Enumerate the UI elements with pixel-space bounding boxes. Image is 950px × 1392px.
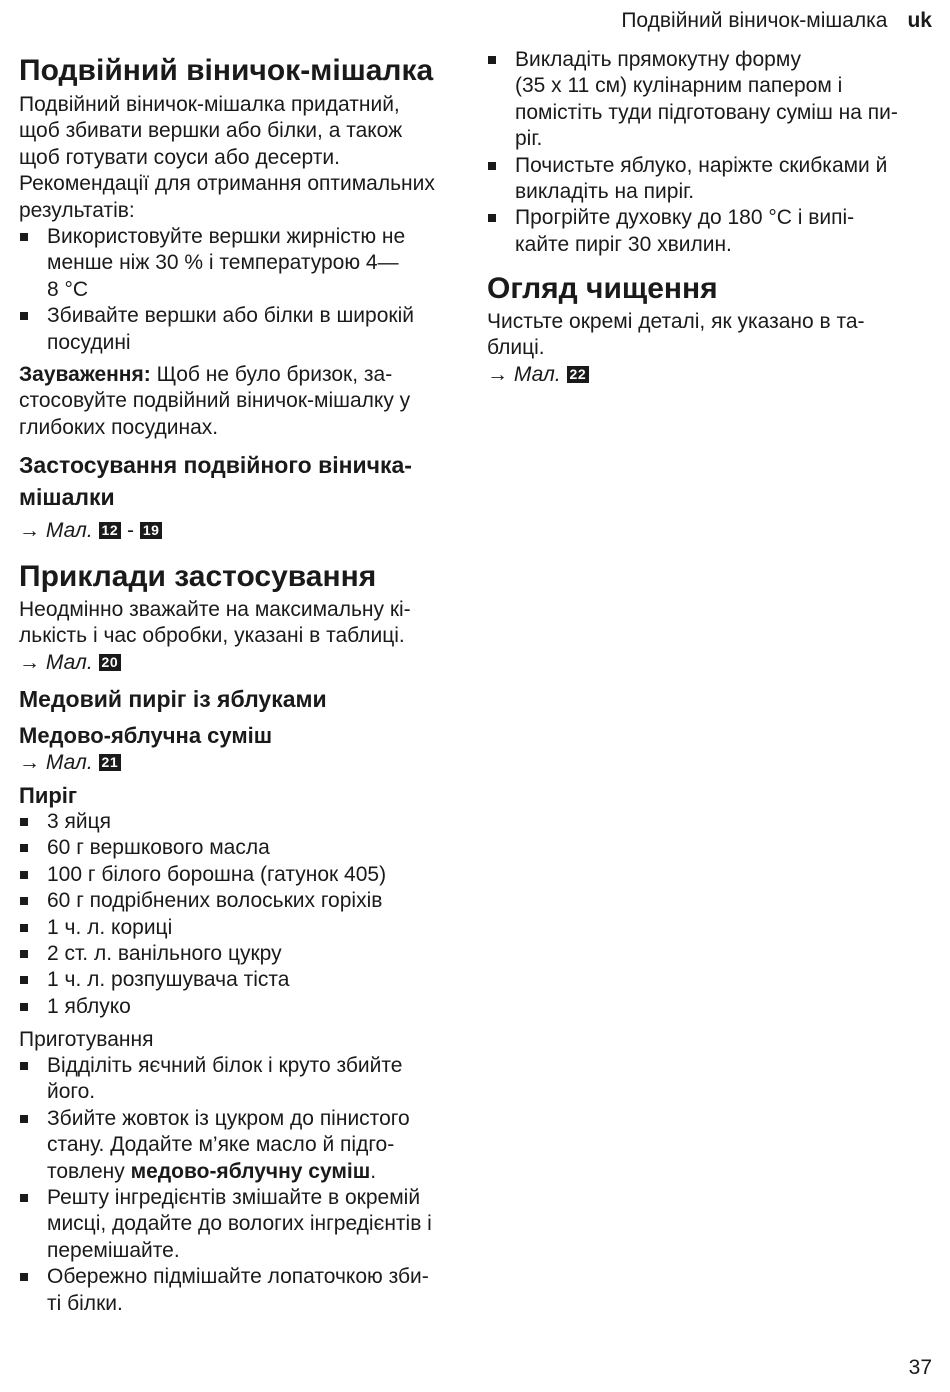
arrow-icon: → <box>487 362 508 386</box>
figure-number-badge: 22 <box>567 366 590 383</box>
whisk-note <box>19 362 481 441</box>
text-line <box>47 1159 481 1185</box>
subheading-mixture: Медово-яблучна суміш <box>19 723 273 748</box>
list-item <box>19 1185 481 1264</box>
figure-ref-label: Мал. <box>45 751 93 774</box>
text-line: 60 г подрібнених волоських горіхів <box>47 889 383 913</box>
list-item <box>19 915 481 941</box>
text-line: ті білки. <box>47 1291 123 1315</box>
section-title-examples: Приклади застосування <box>19 560 377 593</box>
figure-number-badge: 12 <box>99 522 122 539</box>
list-item <box>487 205 942 258</box>
text-line: Відділіть яєчний білок і круто збийте <box>47 1054 403 1077</box>
section-title-whisk-usage <box>19 449 481 513</box>
text-line: мисці, додайте до вологих інгредієнтів і <box>47 1212 432 1236</box>
text-line: 8 °C <box>47 277 89 301</box>
whisk-tips-list <box>19 224 481 356</box>
figure-ref-22 <box>487 362 942 388</box>
text-line: Обережно підмішайте лопаточкою зби- <box>47 1265 429 1289</box>
text-line: Збийте жовток із цукром до пінистого <box>47 1106 410 1130</box>
list-item <box>19 224 481 303</box>
list-item <box>19 1264 481 1317</box>
range-separator: - <box>126 519 134 542</box>
text-line: 1 яблуко <box>47 994 131 1018</box>
text-line: 100 г білого борошна (гатунок 405) <box>47 862 387 886</box>
subheading-cake: Пиріг <box>19 783 78 808</box>
text-line: ріг. <box>515 127 543 151</box>
baking-steps <box>487 47 942 258</box>
list-item <box>19 1106 481 1185</box>
list-item <box>19 1053 481 1106</box>
text-line: викладіть на пиріг. <box>515 180 695 204</box>
text-line: Збивайте вершки або білки в широкій <box>47 304 414 328</box>
heading-line: Застосування подвійного віничка- <box>19 452 412 478</box>
preparation-label: Приготування <box>19 1028 154 1051</box>
text-line: Подвійний віничок-мішалка придатний, <box>19 93 400 116</box>
text-line: Решту інгредієнтів змішайте в окремій <box>47 1186 421 1210</box>
page-number: 37 <box>908 1356 932 1379</box>
text-line: помістіть туди підготовану суміш на пи- <box>515 100 898 124</box>
page-header <box>621 9 932 33</box>
figure-number-badge: 21 <box>99 754 122 771</box>
text-line: щоб готувати соуси або десерти. <box>19 145 340 169</box>
section-title-whisk: Подвійний віничок-мішалка <box>19 54 434 87</box>
examples-text <box>19 597 481 676</box>
text-line: перемішайте. <box>47 1238 180 1262</box>
text-line: (35 x 11 см) кулінарним папером і <box>515 74 843 98</box>
text-line: кайте пиріг 30 хвилин. <box>515 232 732 256</box>
list-item <box>19 862 481 888</box>
note-text: Щоб не було бризок, за- <box>150 363 393 386</box>
figure-number-badge: 20 <box>99 654 122 671</box>
list-item <box>19 967 481 993</box>
header-language-code: uk <box>907 9 932 32</box>
text-line: глибоких посудинах. <box>19 415 219 439</box>
text-fragment: . <box>370 1159 377 1183</box>
text-line: стану. Додайте м’яке масло й підго- <box>47 1133 395 1157</box>
cleaning-text <box>487 309 942 388</box>
list-item <box>19 888 481 914</box>
text-line: стосовуйте подвійний віничок-мішалку у <box>19 389 411 413</box>
text-line: результатів: <box>19 198 135 222</box>
list-item <box>19 835 481 861</box>
text-line: Використовуйте вершки жирністю не <box>47 225 406 248</box>
figure-ref-label: Мал. <box>513 362 561 386</box>
figure-ref-label: Мал. <box>45 650 93 674</box>
list-item <box>487 153 942 206</box>
text-line: 60 г вершкового масла <box>47 836 270 860</box>
text-line: Неодмінно зважайте на максимальну кі- <box>19 598 411 621</box>
text-line: Рекомендації для отримання оптимальних <box>19 172 435 196</box>
text-fragment: товлену <box>47 1159 131 1183</box>
figure-ref-12-19 <box>19 518 481 544</box>
arrow-icon: → <box>19 519 40 542</box>
text-line: Викладіть прямокутну форму <box>515 48 801 71</box>
list-item <box>487 47 942 153</box>
text-line: 1 ч. л. кориці <box>47 915 173 939</box>
text-line: Почистьте яблуко, наріжте скибками й <box>515 153 888 177</box>
text-line: 2 ст. л. ванільного цукру <box>47 942 282 966</box>
text-line: блиці. <box>487 336 545 360</box>
preparation-steps <box>19 1053 481 1317</box>
text-line <box>19 362 481 388</box>
text-line: його. <box>47 1080 96 1104</box>
figure-ref-20 <box>19 650 481 676</box>
note-label: Зауваження: <box>19 363 151 386</box>
text-line: Чистьте окремі деталі, як указано в та- <box>487 310 865 333</box>
bold-fragment: медово-яблучну суміш <box>130 1159 371 1183</box>
text-line: посудині <box>47 330 131 354</box>
figure-ref-21 <box>19 750 481 776</box>
header-section-title: Подвійний віничок-мішалка <box>621 9 888 32</box>
figure-ref-label: Мал. <box>45 519 93 542</box>
figure-number-badge: 19 <box>140 522 163 539</box>
list-item <box>19 941 481 967</box>
arrow-icon: → <box>19 751 40 774</box>
text-line: Прогрійте духовку до 180 °C і випі- <box>515 206 855 230</box>
text-line: 1 ч. л. розпушувача тіста <box>47 968 290 992</box>
text-line: лькість і час обробки, указані в таблиці. <box>19 624 405 648</box>
list-item <box>19 809 481 835</box>
text-line: щоб збивати вершки або білки, а також <box>19 119 403 143</box>
text-line: 3 яйця <box>47 810 112 833</box>
whisk-intro <box>19 92 481 224</box>
ingredients-list <box>19 809 481 1020</box>
heading-line: мішалки <box>19 484 115 510</box>
recipe-title: Медовий пиріг із яблуками <box>19 686 327 712</box>
arrow-icon: → <box>19 650 40 674</box>
list-item <box>19 303 481 356</box>
list-item <box>19 994 481 1020</box>
section-title-cleaning: Огляд чищення <box>487 272 718 305</box>
text-line: менше ніж 30 % і температурою 4— <box>47 251 399 275</box>
